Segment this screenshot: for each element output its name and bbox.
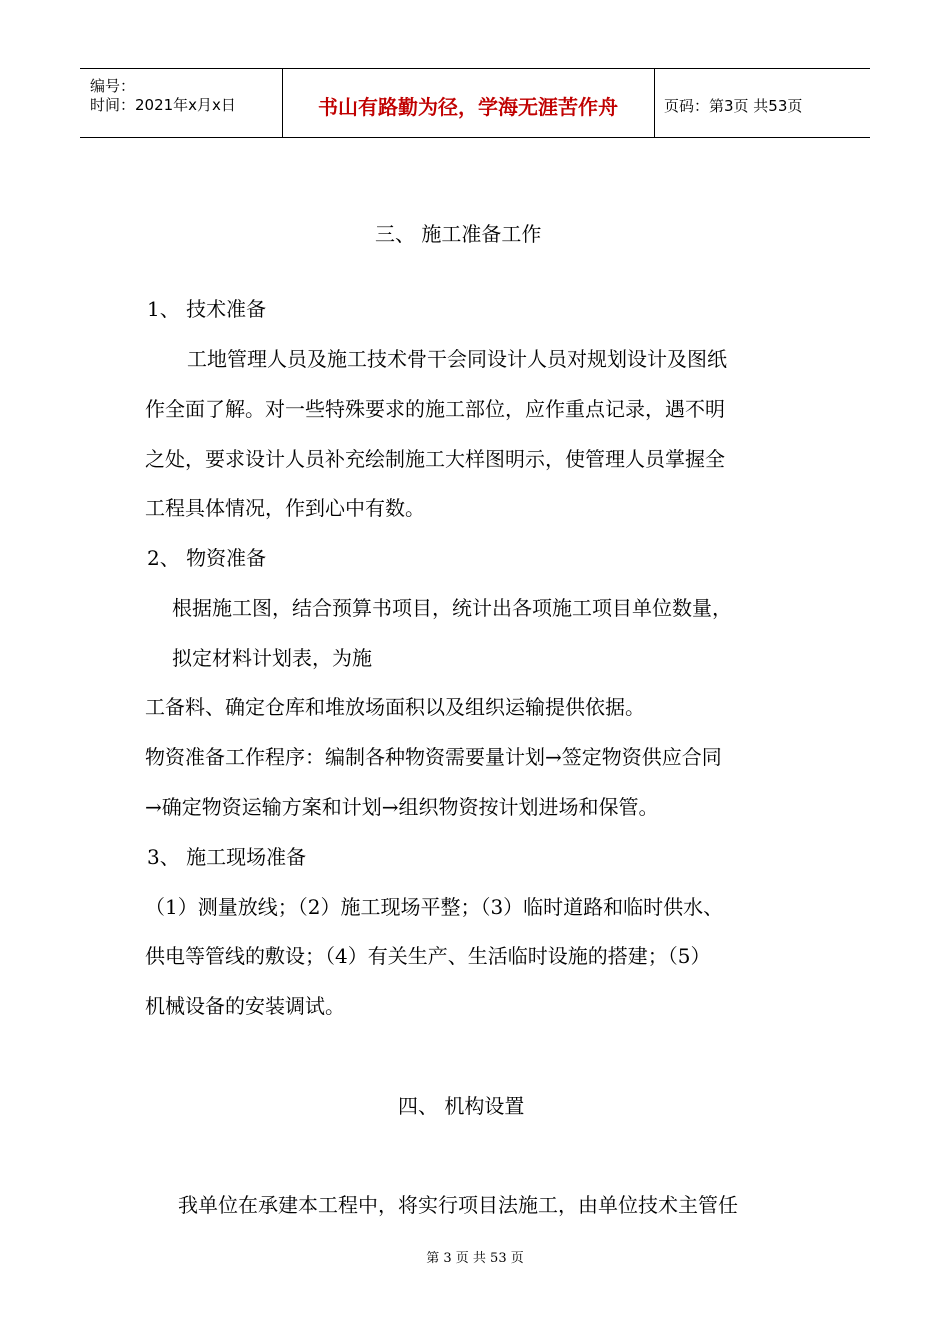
paragraph-line: →确定物资运输方案和计划→组织物资按计划进场和保管。 [145,795,659,819]
paragraph-line: 根据施工图，结合预算书项目，统计出各项施工项目单位数量， [172,596,732,620]
paragraph-line: 我单位在承建本工程中，将实行项目法施工，由单位技术主管任 [178,1193,738,1217]
paragraph-line: 工备料、确定仓库和堆放场面积以及组织运输提供依据。 [145,695,645,719]
paragraph-line: 供电等管线的敷设；（4）有关生产、生活临时设施的搭建；（5） [145,944,711,968]
header-motto: 书山有路勤为径，学海无涯苦作舟 [318,95,618,119]
paragraph-line: 工地管理人员及施工技术骨干会同设计人员对规划设计及图纸 [187,347,727,371]
page-header [80,68,870,138]
paragraph-line: （1）测量放线；（2）施工现场平整；（3）临时道路和临时供水、 [145,895,724,919]
document-number-label: 编号： [90,77,136,95]
header-motto-cell [282,69,655,137]
header-page-cell [654,69,870,137]
page-footer: 第 3 页 共 53 页 [426,1251,524,1266]
paragraph-line: 物资准备工作程序：编制各种物资需要量计划→签定物资供应合同 [145,745,722,769]
paragraph-line: 机械设备的安装调试。 [145,994,345,1018]
subsection-3-2-title: 2、 物资准备 [147,546,267,570]
paragraph-line: 作全面了解。对一些特殊要求的施工部位，应作重点记录，遇不明 [145,397,725,421]
paragraph-line: 之处，要求设计人员补充绘制施工大样图明示，使管理人员掌握全 [145,447,725,471]
section-4-title: 四、 机构设置 [398,1094,525,1118]
subsection-3-1-title: 1、 技术准备 [147,297,267,321]
paragraph-line: 拟定材料计划表，为施 [172,646,372,670]
header-info-cell [80,69,283,137]
document-time-label: 时间：2021年x月x日 [90,96,236,114]
paragraph-line: 工程具体情况，作到心中有数。 [145,496,425,520]
section-3-title: 三、 施工准备工作 [375,222,542,246]
header-page-info: 页码：第3页 共53页 [664,97,803,115]
subsection-3-3-title: 3、 施工现场准备 [147,845,307,869]
